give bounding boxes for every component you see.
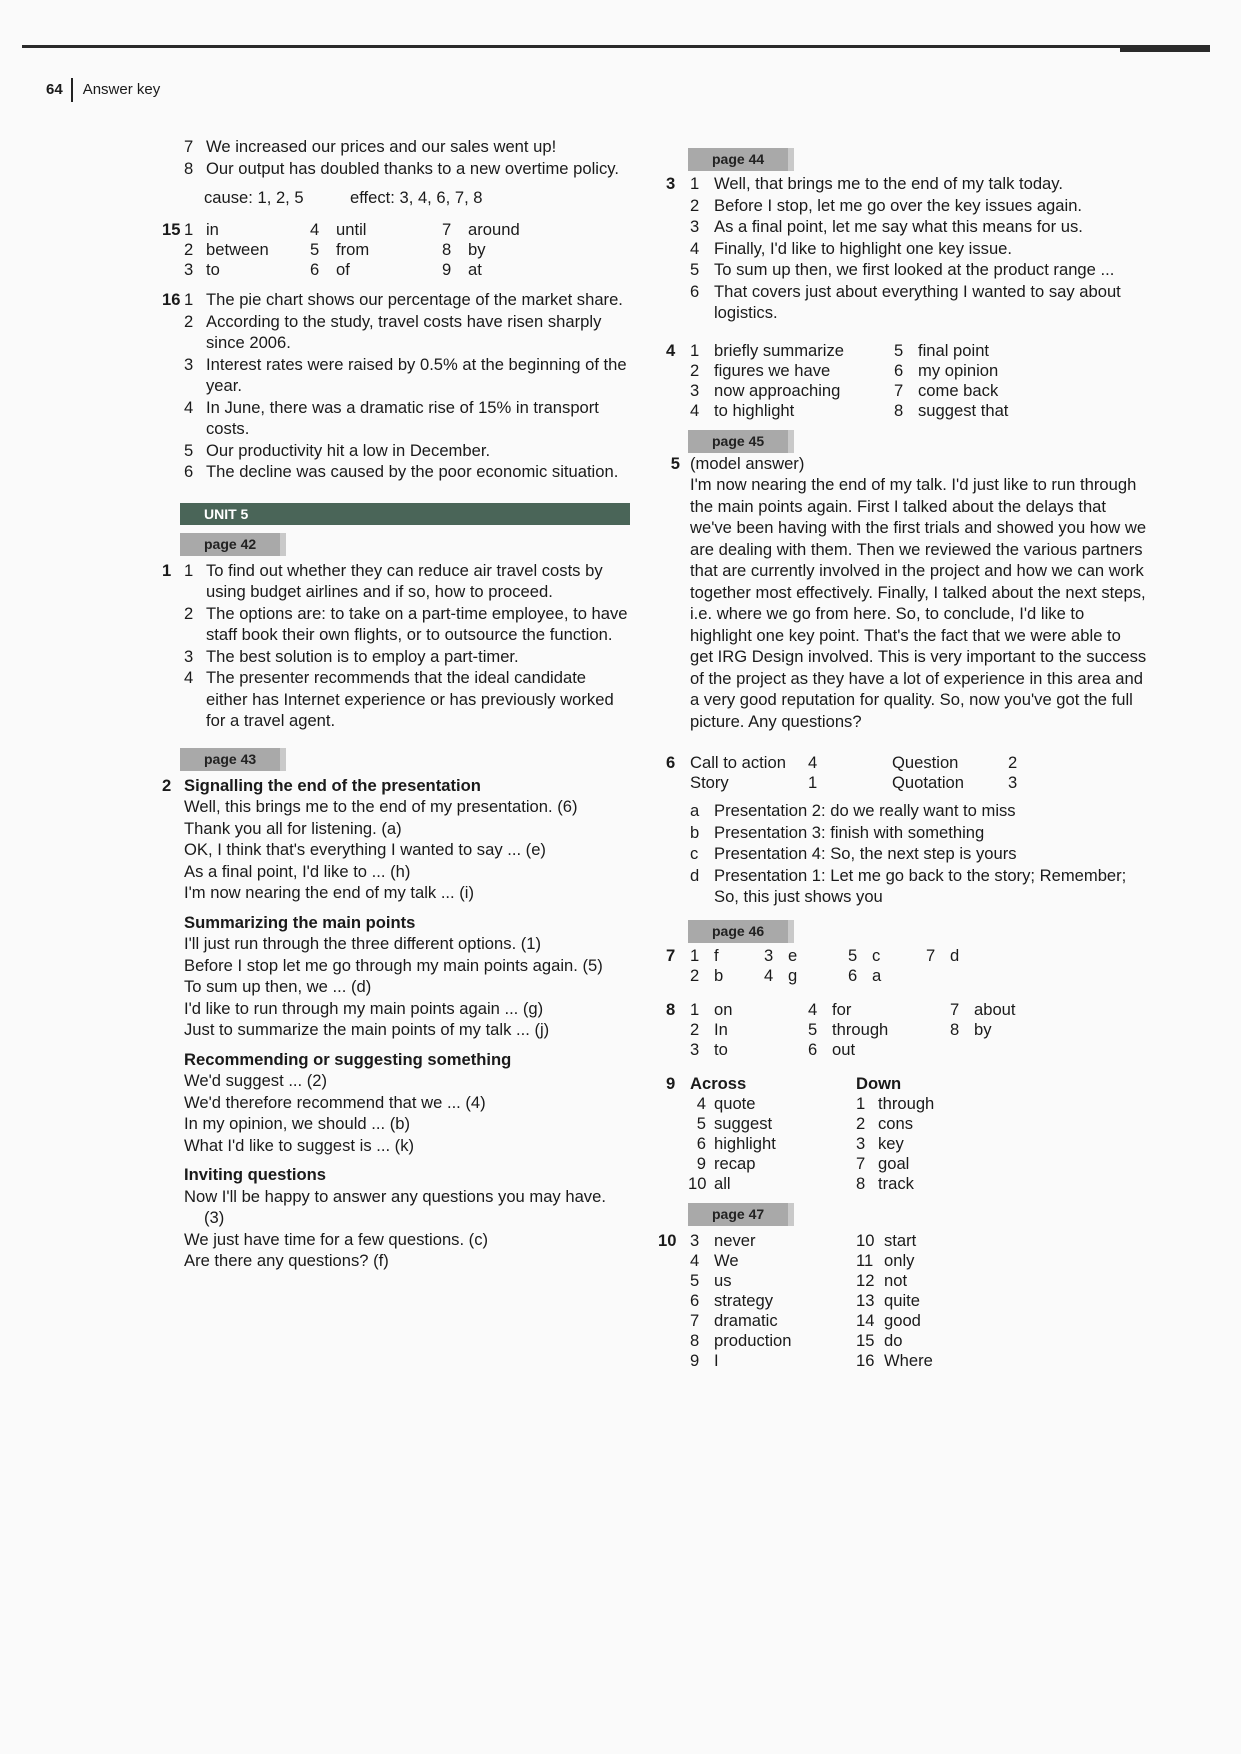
exercise-number: 2 xyxy=(162,775,172,795)
item-number: 5 xyxy=(848,945,858,965)
item-text: To find out whether they can reduce air travel costs by using budget airlines and if so, how to proceed. xyxy=(206,560,603,601)
across-number: 5 xyxy=(696,1113,706,1133)
exercise-5-model-answer: I'm now nearing the end of my talk. I'd just like to run through the main points again. First I talked about the delays that we've been having with the first trials and showed you how we are dealing with them. Then we reviewed the various partners that are currently involved in the project and how we can work together most effectively. Finally, I talked about the next steps, i.e. where we go from here. So, to conclude, I'd like to highlight one key point. That's the fact that we were able to get IRG Design involved. This is very important to the success of the project as they have a lot of experience in this area and a very good reputation for quality. So, now you've got the full picture. Any questions? xyxy=(690,475,1147,731)
item-number: 3 xyxy=(690,217,700,236)
item-text: As a final point, let me say what this means for us. xyxy=(714,217,1083,236)
down-heading: Down xyxy=(856,1073,902,1093)
answer-item xyxy=(180,440,630,462)
cause-effect-line xyxy=(180,187,630,209)
item-answer: of xyxy=(336,260,350,279)
exercise-number: 9 xyxy=(666,1073,676,1093)
answer-item xyxy=(162,289,630,311)
answer-item xyxy=(180,646,630,668)
answer-row xyxy=(688,360,1148,380)
answer-row xyxy=(688,1250,1148,1270)
item-number: c xyxy=(690,844,699,863)
item-text: We increased our prices and our sales went up! xyxy=(206,137,557,156)
item-text: Before I stop, let me go over the key issues again. xyxy=(714,195,1083,215)
presentation-number: 2 xyxy=(1008,753,1018,772)
phrase-line: I'm now nearing the end of my talk ... (i) xyxy=(184,883,474,902)
item-text: The pie chart shows our percentage of the market share. xyxy=(206,290,623,309)
item-answer: through xyxy=(832,1019,889,1039)
right-column xyxy=(658,148,1148,1370)
item-answer: about xyxy=(974,999,1016,1019)
answer-item xyxy=(180,354,630,397)
item-number: 1 xyxy=(184,220,194,239)
item-answer: us xyxy=(714,1270,732,1290)
item-answer: now approaching xyxy=(714,380,841,400)
answer-row xyxy=(180,239,630,259)
item-number: 7 xyxy=(184,137,194,156)
answer-row xyxy=(666,945,1148,965)
item-number: 2 xyxy=(184,311,194,331)
item-answer: final point xyxy=(918,340,990,360)
item-answer: briefly summarize xyxy=(714,340,845,360)
item-number: 5 xyxy=(184,440,194,460)
answer-item xyxy=(688,259,1148,281)
item-answer: We xyxy=(714,1250,739,1270)
item-answer: not xyxy=(884,1270,908,1290)
item-number: 1 xyxy=(690,174,700,193)
phrase-line: I'll just run through the three different options. (1) xyxy=(184,934,542,953)
answer-item xyxy=(666,173,1148,195)
section-heading: Recommending or suggesting something xyxy=(184,1049,512,1069)
item-number: 8 xyxy=(950,1019,960,1039)
down-number: 8 xyxy=(856,1173,866,1193)
item-number: 7 xyxy=(950,999,960,1019)
down-answer: through xyxy=(878,1093,935,1113)
item-answer: suggest that xyxy=(918,400,1009,420)
item-answer: do xyxy=(884,1330,903,1350)
item-text: Interest rates were raised by 0.5% at the beginning of the year. xyxy=(206,354,627,395)
answer-row xyxy=(688,772,1148,792)
item-answer: production xyxy=(714,1330,792,1350)
crossword-row xyxy=(688,1133,1148,1153)
item-number: 4 xyxy=(808,999,818,1019)
item-number: 11 xyxy=(856,1250,874,1270)
item-number: 2 xyxy=(690,1019,700,1039)
item-number: 6 xyxy=(894,360,904,380)
item-number: d xyxy=(690,865,700,885)
phrase-section xyxy=(180,1049,630,1157)
item-answer: out xyxy=(832,1039,856,1059)
item-text: Presentation 4: So, the next step is yours xyxy=(714,844,1017,863)
exercise-6-items xyxy=(688,800,1148,908)
item-answer: a xyxy=(872,965,882,985)
page-number: 64 xyxy=(46,80,63,98)
technique-label: Story xyxy=(690,773,729,792)
item-text: According to the study, travel costs have risen sharply since 2006. xyxy=(206,311,602,352)
item-number: 15 xyxy=(856,1330,875,1350)
item-number: 2 xyxy=(690,360,700,380)
across-answer: highlight xyxy=(714,1133,776,1153)
ex14-tail xyxy=(180,136,630,179)
item-answer: by xyxy=(468,240,486,259)
item-number: 3 xyxy=(184,260,194,279)
item-answer: at xyxy=(468,260,482,279)
item-answer: quite xyxy=(884,1290,920,1310)
top-rule-accent xyxy=(1120,45,1210,52)
item-number: 10 xyxy=(856,1230,875,1250)
answer-item xyxy=(688,281,1148,324)
answer-row xyxy=(688,1350,1148,1370)
phrase-line: To sum up then, we ... (d) xyxy=(184,977,372,996)
item-number: 8 xyxy=(894,400,904,420)
answer-row xyxy=(688,1039,1148,1059)
down-number: 7 xyxy=(856,1153,866,1173)
item-text: Our output has doubled thanks to a new overtime policy. xyxy=(206,158,619,178)
exercise-number: 8 xyxy=(666,999,676,1019)
item-answer: from xyxy=(336,240,370,259)
exercise-4 xyxy=(666,340,1148,420)
page-tag-42: page 42 xyxy=(180,533,286,556)
item-answer: in xyxy=(206,220,219,239)
item-number: 5 xyxy=(808,1019,818,1039)
phrase-line: We'd suggest ... (2) xyxy=(184,1071,328,1090)
section-heading: Summarizing the main points xyxy=(184,912,416,932)
item-number: 4 xyxy=(690,238,700,258)
item-number: 2 xyxy=(690,965,700,985)
answer-row xyxy=(688,400,1148,420)
item-number: 9 xyxy=(442,260,452,279)
page-tag-43: page 43 xyxy=(180,748,286,771)
exercise-number: 1 xyxy=(162,560,172,580)
phrase-line: We just have time for a few questions. (c) xyxy=(184,1229,489,1249)
technique-label: Call to action xyxy=(690,753,786,772)
crossword-row xyxy=(688,1093,1148,1113)
item-answer: strategy xyxy=(714,1290,774,1310)
down-number: 2 xyxy=(856,1113,866,1133)
item-text: In June, there was a dramatic rise of 15% in transport costs. xyxy=(206,397,599,438)
answer-item xyxy=(180,667,630,732)
phrase-line: We'd therefore recommend that we ... (4) xyxy=(184,1092,486,1112)
answer-row xyxy=(688,380,1148,400)
item-number: 2 xyxy=(690,195,700,215)
item-number: 3 xyxy=(184,646,194,666)
item-answer: to xyxy=(206,260,220,279)
item-answer: dramatic xyxy=(714,1310,778,1330)
item-text: Our productivity hit a low in December. xyxy=(206,440,491,460)
answer-item xyxy=(162,560,630,603)
exercise-number: 15 xyxy=(162,220,181,239)
technique-label: Question xyxy=(892,753,959,772)
exercise-5-number: 5 xyxy=(670,453,680,473)
answer-item xyxy=(688,865,1148,908)
item-answer: my opinion xyxy=(918,360,999,380)
crossword-row xyxy=(688,1173,1148,1193)
item-answer: come back xyxy=(918,380,999,400)
item-text: Presentation 1: Let me go back to the story; Remember; So, this just shows you xyxy=(714,865,1127,906)
item-answer: good xyxy=(884,1310,921,1330)
answer-row xyxy=(688,1310,1148,1330)
answer-item xyxy=(688,843,1148,865)
item-number: 7 xyxy=(442,220,452,239)
answer-item xyxy=(180,136,630,158)
item-number: 1 xyxy=(184,560,194,580)
item-number: 1 xyxy=(690,340,700,360)
answer-row xyxy=(666,999,1148,1019)
item-number: 9 xyxy=(690,1350,700,1370)
item-number: 5 xyxy=(310,240,320,259)
item-answer: to xyxy=(714,1039,728,1059)
item-answer: b xyxy=(714,965,724,985)
item-text: The decline was caused by the poor economic situation. xyxy=(206,462,619,481)
phrase-line: Thank you all for listening. (a) xyxy=(184,818,402,838)
answer-item xyxy=(688,216,1148,238)
item-answer: d xyxy=(950,945,960,965)
answer-item xyxy=(688,800,1148,822)
item-answer: between xyxy=(206,240,269,259)
item-number: 1 xyxy=(690,999,700,1019)
phrase-line: In my opinion, we should ... (b) xyxy=(184,1114,410,1133)
across-answer: quote xyxy=(714,1093,756,1113)
answer-row xyxy=(688,1270,1148,1290)
item-answer: until xyxy=(336,220,367,239)
item-number: 8 xyxy=(690,1330,700,1350)
presentation-number: 4 xyxy=(808,753,818,772)
phrase-line: Before I stop let me go through my main points again. (5) xyxy=(184,955,603,975)
phrase-line: Well, this brings me to the end of my presentation. (6) xyxy=(184,797,578,816)
item-number: 2 xyxy=(184,240,194,259)
item-number: 1 xyxy=(184,290,194,309)
page-tag-47: page 47 xyxy=(688,1203,794,1226)
exercise-5 xyxy=(670,453,1148,733)
exercise-6 xyxy=(666,752,1148,908)
exercise-7 xyxy=(666,945,1148,985)
answer-row xyxy=(162,219,630,239)
answer-item xyxy=(688,822,1148,844)
crossword-row xyxy=(688,1113,1148,1133)
item-number: 4 xyxy=(184,397,194,417)
item-number: 5 xyxy=(894,340,904,360)
item-number: 3 xyxy=(690,380,700,400)
item-number: 4 xyxy=(184,668,194,687)
item-number: 4 xyxy=(764,965,774,985)
presentation-number: 1 xyxy=(808,773,818,792)
exercise-9 xyxy=(666,1073,1148,1193)
item-number: 1 xyxy=(690,945,700,965)
down-number: 3 xyxy=(856,1133,866,1153)
down-answer: goal xyxy=(878,1153,910,1173)
crossword-headings xyxy=(666,1073,1148,1093)
answer-item xyxy=(180,311,630,354)
exercise-1 xyxy=(162,560,630,732)
item-answer: for xyxy=(832,999,852,1019)
item-answer: I xyxy=(714,1350,719,1370)
across-number: 6 xyxy=(696,1133,706,1153)
answer-row xyxy=(688,1330,1148,1350)
answer-item xyxy=(688,195,1148,217)
answer-item xyxy=(180,461,630,483)
cause-text: cause: 1, 2, 5 xyxy=(204,188,304,207)
answer-row xyxy=(688,1290,1148,1310)
item-answer: Where xyxy=(884,1350,933,1370)
page-tag-46: page 46 xyxy=(688,920,794,943)
item-number: 5 xyxy=(690,260,700,279)
down-number: 1 xyxy=(856,1093,866,1113)
exercise-2 xyxy=(162,775,630,1272)
item-number: 6 xyxy=(310,260,320,279)
item-answer: only xyxy=(884,1250,915,1270)
phrase-section xyxy=(180,1164,630,1272)
technique-label: Quotation xyxy=(892,773,964,792)
across-answer: suggest xyxy=(714,1113,773,1133)
down-answer: cons xyxy=(878,1113,914,1133)
item-number: 7 xyxy=(926,945,936,965)
item-answer: f xyxy=(714,945,719,965)
answer-row xyxy=(180,259,630,279)
crossword-row xyxy=(688,1153,1148,1173)
phrase-section xyxy=(180,912,630,1041)
exercise-10 xyxy=(658,1230,1148,1370)
item-text: Finally, I'd like to highlight one key issue. xyxy=(714,238,1013,258)
item-number: 5 xyxy=(690,1270,700,1290)
item-text: To sum up then, we first looked at the product range ... xyxy=(714,260,1115,279)
item-number: 6 xyxy=(808,1039,818,1059)
answer-row xyxy=(666,340,1148,360)
item-number: 3 xyxy=(184,354,194,374)
exercise-8 xyxy=(666,999,1148,1059)
section-heading: Signalling the end of the presentation xyxy=(184,775,481,795)
header-title: Answer key xyxy=(82,80,161,98)
item-number: 13 xyxy=(856,1290,875,1310)
phrase-line: As a final point, I'd like to ... (h) xyxy=(184,861,411,881)
item-text: That covers just about everything I wanted to say about logistics. xyxy=(714,281,1121,322)
exercise-number: 16 xyxy=(162,290,181,309)
answer-row xyxy=(688,965,1148,985)
item-number: 7 xyxy=(894,380,904,400)
phrase-line: OK, I think that's everything I wanted to say ... (e) xyxy=(184,840,546,859)
phrase-line: Now I'll be happy to answer any questions you may have. (3) xyxy=(184,1186,606,1227)
exercise-15 xyxy=(162,219,630,279)
item-number: 7 xyxy=(690,1310,700,1330)
header-separator xyxy=(71,78,73,102)
item-number: 4 xyxy=(690,400,700,420)
down-answer: key xyxy=(878,1133,904,1153)
exercise-number: 7 xyxy=(666,945,676,965)
phrase-section xyxy=(162,775,630,904)
item-number: 8 xyxy=(442,240,452,259)
across-answer: recap xyxy=(714,1153,756,1173)
phrase-line: Just to summarize the main points of my talk ... (j) xyxy=(184,1020,550,1039)
answer-row xyxy=(688,1019,1148,1039)
item-number: 16 xyxy=(856,1350,875,1370)
item-answer: around xyxy=(468,220,520,239)
answer-row xyxy=(658,1230,1148,1250)
item-text: The presenter recommends that the ideal candidate either has Internet experience or has previously worked for a travel agent. xyxy=(206,668,614,730)
answer-item xyxy=(688,238,1148,260)
item-number: 3 xyxy=(690,1039,700,1059)
item-answer: figures we have xyxy=(714,360,831,380)
item-answer: c xyxy=(872,945,881,965)
top-rule xyxy=(22,45,1210,48)
phrase-line: What I'd like to suggest is ... (k) xyxy=(184,1135,415,1155)
page-header xyxy=(46,78,160,102)
item-text: The options are: to take on a part-time employee, to have staff book their own flights, or to outsource the function. xyxy=(206,603,628,644)
item-number: b xyxy=(690,822,700,842)
exercise-number: 3 xyxy=(666,174,676,193)
exercise-5-label: (model answer) xyxy=(690,453,805,473)
item-answer: by xyxy=(974,1019,992,1039)
item-answer: In xyxy=(714,1019,728,1039)
item-number: 4 xyxy=(310,220,320,239)
item-number: 12 xyxy=(856,1270,875,1290)
exercise-16 xyxy=(162,289,630,483)
item-answer: never xyxy=(714,1230,756,1250)
effect-text: effect: 3, 4, 6, 7, 8 xyxy=(350,188,483,207)
item-answer: start xyxy=(884,1230,917,1250)
across-heading: Across xyxy=(690,1073,747,1093)
item-answer: e xyxy=(788,945,798,965)
across-number: 4 xyxy=(696,1093,706,1113)
left-column xyxy=(162,136,630,1272)
item-number: a xyxy=(690,801,700,820)
item-number: 2 xyxy=(184,603,194,623)
page-tag-44: page 44 xyxy=(688,148,794,171)
item-text: Presentation 3: finish with something xyxy=(714,822,985,842)
item-answer: to highlight xyxy=(714,400,795,420)
item-number: 6 xyxy=(848,965,858,985)
exercise-3 xyxy=(666,173,1148,324)
item-answer: g xyxy=(788,965,798,985)
item-number: 4 xyxy=(690,1250,700,1270)
item-answer: on xyxy=(714,999,733,1019)
phrase-line: I'd like to run through my main points again ... (g) xyxy=(184,998,544,1018)
item-text: Presentation 2: do we really want to miss xyxy=(714,801,1016,820)
item-number: 3 xyxy=(690,1230,700,1250)
item-number: 14 xyxy=(856,1310,875,1330)
presentation-number: 3 xyxy=(1008,773,1018,792)
phrase-line: Are there any questions? (f) xyxy=(184,1251,389,1270)
page-tag-45: page 45 xyxy=(688,430,794,453)
section-heading: Inviting questions xyxy=(184,1165,326,1184)
item-number: 3 xyxy=(764,945,774,965)
exercise-number: 10 xyxy=(658,1230,677,1250)
across-number: 9 xyxy=(696,1153,706,1173)
item-number: 6 xyxy=(690,281,700,301)
answer-item xyxy=(180,603,630,646)
exercise-number: 4 xyxy=(666,340,676,360)
item-text: The best solution is to employ a part-timer. xyxy=(206,646,519,666)
answer-item xyxy=(180,397,630,440)
exercise-number: 6 xyxy=(666,753,676,772)
answer-row xyxy=(666,752,1148,772)
down-answer: track xyxy=(878,1173,914,1193)
item-text: Well, that brings me to the end of my talk today. xyxy=(714,174,1063,193)
item-number: 6 xyxy=(184,462,194,481)
item-number: 8 xyxy=(184,158,194,178)
across-answer: all xyxy=(714,1173,731,1193)
answer-item xyxy=(180,158,630,180)
across-number: 10 xyxy=(688,1173,707,1193)
item-number: 6 xyxy=(690,1290,700,1310)
unit-banner: UNIT 5 xyxy=(180,503,630,525)
